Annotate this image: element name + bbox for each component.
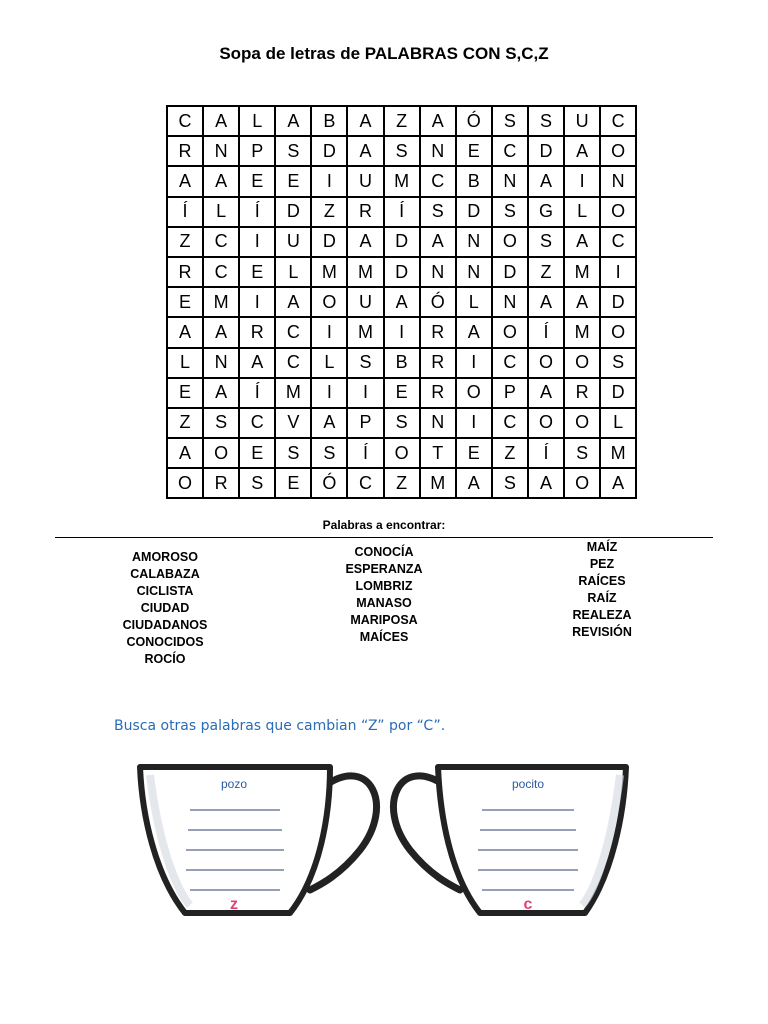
grid-cell: Ó: [420, 287, 456, 317]
grid-cell: A: [203, 378, 239, 408]
grid-cell: R: [239, 317, 275, 347]
grid-cell: N: [492, 166, 528, 196]
word-search-grid: [166, 105, 637, 499]
grid-cell: D: [456, 197, 492, 227]
grid-cell: I: [456, 408, 492, 438]
word-item: CIUDAD: [140, 601, 190, 615]
grid-cell: O: [167, 468, 203, 498]
grid-cell: Ó: [311, 468, 347, 498]
grid-cell: C: [420, 166, 456, 196]
grid-cell: S: [347, 348, 383, 378]
grid-cell: N: [456, 227, 492, 257]
word-item: CONOCIDOS: [126, 635, 204, 649]
word-item: RAÍCES: [578, 574, 626, 588]
grid-cell: O: [203, 438, 239, 468]
grid-cell: A: [347, 106, 383, 136]
grid-cell: D: [492, 257, 528, 287]
grid-cell: M: [203, 287, 239, 317]
grid-cell: M: [564, 317, 600, 347]
grid-cell: E: [275, 166, 311, 196]
grid-row: [167, 136, 636, 166]
grid-row: [167, 317, 636, 347]
grid-cell: D: [311, 227, 347, 257]
grid-cell: A: [167, 166, 203, 196]
grid-cell: S: [600, 348, 636, 378]
grid-cell: U: [347, 287, 383, 317]
grid-cell: S: [528, 227, 564, 257]
grid-cell: Ó: [456, 106, 492, 136]
grid-cell: C: [167, 106, 203, 136]
grid-cell: A: [528, 468, 564, 498]
grid-cell: R: [203, 468, 239, 498]
grid-cell: E: [456, 136, 492, 166]
grid-cell: R: [347, 197, 383, 227]
grid-cell: S: [564, 438, 600, 468]
grid-cell: S: [239, 468, 275, 498]
grid-cell: C: [239, 408, 275, 438]
grid-cell: C: [600, 106, 636, 136]
grid-cell: N: [420, 408, 456, 438]
grid-cell: R: [167, 257, 203, 287]
grid-cell: I: [311, 166, 347, 196]
grid-cell: O: [492, 317, 528, 347]
grid-cell: A: [167, 438, 203, 468]
grid-cell: N: [456, 257, 492, 287]
grid-cell: D: [384, 257, 420, 287]
word-item: AMOROSO: [132, 550, 198, 564]
grid-cell: S: [203, 408, 239, 438]
page-title: Sopa de letras de PALABRAS CON S,C,Z: [219, 44, 549, 63]
word-item: CICLISTA: [136, 584, 194, 598]
word-item: CONOCÍA: [354, 545, 414, 559]
grid-cell: M: [600, 438, 636, 468]
word-item: MAÍZ: [586, 540, 618, 554]
grid-cell: L: [600, 408, 636, 438]
grid-cell: D: [384, 227, 420, 257]
grid-cell: Í: [384, 197, 420, 227]
grid-cell: Z: [384, 106, 420, 136]
grid-cell: O: [600, 136, 636, 166]
grid-cell: I: [600, 257, 636, 287]
cup-left-label: pozo: [220, 777, 248, 791]
cup-right-letter: c: [523, 896, 533, 913]
cup-left-letter: z: [230, 896, 238, 913]
grid-cell: I: [456, 348, 492, 378]
grid-cell: P: [492, 378, 528, 408]
grid-cell: M: [347, 317, 383, 347]
grid-cell: L: [203, 197, 239, 227]
grid-cell: A: [167, 317, 203, 347]
word-item: CIUDADANOS: [122, 618, 208, 632]
grid-cell: E: [239, 257, 275, 287]
grid-cell: D: [600, 378, 636, 408]
grid-cell: E: [167, 287, 203, 317]
word-list-column-3: [502, 539, 702, 641]
grid-cell: A: [203, 106, 239, 136]
grid-row: [167, 227, 636, 257]
grid-cell: A: [347, 227, 383, 257]
grid-cell: Z: [311, 197, 347, 227]
grid-row: [167, 166, 636, 196]
cup-right-label: pocito: [511, 777, 545, 791]
grid-row: [167, 106, 636, 136]
grid-cell: S: [420, 197, 456, 227]
grid-row: [167, 257, 636, 287]
grid-cell: I: [239, 227, 275, 257]
grid-cell: L: [311, 348, 347, 378]
grid-cell: A: [564, 227, 600, 257]
grid-cell: I: [564, 166, 600, 196]
grid-cell: Í: [347, 438, 383, 468]
grid-cell: N: [420, 136, 456, 166]
grid-cell: L: [456, 287, 492, 317]
grid-cell: B: [311, 106, 347, 136]
grid-cell: A: [275, 287, 311, 317]
grid-cell: A: [420, 227, 456, 257]
grid-cell: Z: [167, 227, 203, 257]
grid-cell: M: [564, 257, 600, 287]
grid-cell: Z: [492, 438, 528, 468]
grid-cell: O: [600, 197, 636, 227]
grid-cell: S: [492, 468, 528, 498]
grid-cell: U: [564, 106, 600, 136]
words-heading: Palabras a encontrar:: [322, 518, 446, 532]
grid-cell: S: [384, 408, 420, 438]
grid-cell: O: [456, 378, 492, 408]
grid-cell: S: [528, 106, 564, 136]
word-list-column-1: [65, 549, 265, 668]
grid-cell: D: [600, 287, 636, 317]
grid-cell: A: [347, 136, 383, 166]
grid-cell: R: [167, 136, 203, 166]
word-item: ESPERANZA: [345, 562, 423, 576]
grid-row: [167, 468, 636, 498]
grid-cell: N: [203, 348, 239, 378]
grid-cell: A: [203, 166, 239, 196]
grid-row: [167, 348, 636, 378]
grid-cell: C: [275, 348, 311, 378]
grid-cell: A: [203, 317, 239, 347]
grid-cell: O: [528, 408, 564, 438]
grid-cell: G: [528, 197, 564, 227]
grid-cell: E: [456, 438, 492, 468]
grid-cell: A: [456, 468, 492, 498]
grid-cell: E: [239, 166, 275, 196]
grid-cell: M: [347, 257, 383, 287]
word-item: RAÍZ: [587, 591, 617, 605]
grid-cell: S: [275, 136, 311, 166]
grid-cell: A: [384, 287, 420, 317]
grid-cell: R: [420, 348, 456, 378]
grid-cell: A: [239, 348, 275, 378]
grid-cell: E: [275, 468, 311, 498]
grid-row: [167, 197, 636, 227]
grid-cell: A: [528, 166, 564, 196]
grid-cell: D: [311, 136, 347, 166]
grid-cell: Í: [528, 317, 564, 347]
divider-line: [55, 537, 713, 538]
grid-cell: S: [311, 438, 347, 468]
grid-cell: A: [528, 287, 564, 317]
grid-cell: O: [492, 227, 528, 257]
grid-row: [167, 378, 636, 408]
grid-cell: A: [456, 317, 492, 347]
grid-cell: C: [600, 227, 636, 257]
grid-row: [167, 438, 636, 468]
grid-cell: N: [420, 257, 456, 287]
word-item: PEZ: [589, 557, 615, 571]
grid-cell: P: [239, 136, 275, 166]
grid-row: [167, 287, 636, 317]
grid-cell: R: [420, 378, 456, 408]
grid-cell: B: [384, 348, 420, 378]
grid-cell: A: [311, 408, 347, 438]
grid-cell: C: [203, 227, 239, 257]
grid-cell: N: [492, 287, 528, 317]
grid-cell: I: [347, 378, 383, 408]
grid-cell: C: [492, 136, 528, 166]
grid-cell: U: [275, 227, 311, 257]
grid-cell: D: [528, 136, 564, 166]
grid-cell: O: [564, 468, 600, 498]
grid-cell: I: [384, 317, 420, 347]
grid-cell: E: [384, 378, 420, 408]
grid-cell: R: [564, 378, 600, 408]
grid-cell: Í: [167, 197, 203, 227]
grid-cell: I: [311, 378, 347, 408]
grid-cell: S: [492, 106, 528, 136]
instruction-text: Busca otras palabras que cambian “Z” por “C”.: [114, 718, 446, 734]
grid-cell: N: [600, 166, 636, 196]
grid-cell: Z: [167, 408, 203, 438]
grid-cell: A: [564, 136, 600, 166]
cup-left: [140, 767, 377, 913]
grid-cell: S: [275, 438, 311, 468]
grid-cell: O: [600, 317, 636, 347]
word-item: CALABAZA: [130, 567, 200, 581]
word-item: REALEZA: [572, 608, 632, 622]
grid-cell: Í: [239, 197, 275, 227]
grid-cell: C: [492, 408, 528, 438]
grid-cell: Í: [239, 378, 275, 408]
grid-cell: I: [311, 317, 347, 347]
grid-cell: R: [420, 317, 456, 347]
grid-cell: O: [564, 348, 600, 378]
grid-cell: I: [239, 287, 275, 317]
grid-cell: L: [564, 197, 600, 227]
grid-cell: E: [239, 438, 275, 468]
grid-cell: A: [564, 287, 600, 317]
grid-cell: A: [600, 468, 636, 498]
grid-cell: Z: [528, 257, 564, 287]
grid-cell: A: [528, 378, 564, 408]
grid-cell: M: [311, 257, 347, 287]
grid-cell: C: [347, 468, 383, 498]
grid-cell: C: [492, 348, 528, 378]
word-list-column-2: [284, 544, 484, 646]
word-item: MANASO: [356, 596, 412, 610]
grid-cell: N: [203, 136, 239, 166]
grid-cell: E: [167, 378, 203, 408]
grid-cell: C: [203, 257, 239, 287]
grid-cell: L: [239, 106, 275, 136]
grid-cell: O: [528, 348, 564, 378]
grid-cell: A: [275, 106, 311, 136]
grid-cell: Í: [528, 438, 564, 468]
grid-cell: L: [275, 257, 311, 287]
grid-cell: P: [347, 408, 383, 438]
cups-illustration: [130, 755, 630, 935]
grid-cell: C: [275, 317, 311, 347]
grid-cell: M: [384, 166, 420, 196]
word-item: REVISIÓN: [572, 625, 632, 639]
grid-cell: M: [275, 378, 311, 408]
grid-cell: T: [420, 438, 456, 468]
grid-cell: L: [167, 348, 203, 378]
grid-cell: Z: [384, 468, 420, 498]
grid-cell: B: [456, 166, 492, 196]
grid-cell: V: [275, 408, 311, 438]
cup-right: [393, 767, 626, 913]
word-item: MARIPOSA: [350, 613, 418, 627]
grid-cell: O: [384, 438, 420, 468]
word-item: ROCÍO: [144, 652, 186, 666]
grid-cell: O: [564, 408, 600, 438]
word-item: MAÍCES: [359, 630, 409, 644]
grid-cell: M: [420, 468, 456, 498]
grid-cell: D: [275, 197, 311, 227]
grid-cell: A: [420, 106, 456, 136]
word-item: LOMBRIZ: [355, 579, 413, 593]
grid-cell: O: [311, 287, 347, 317]
grid-cell: U: [347, 166, 383, 196]
grid-cell: S: [384, 136, 420, 166]
grid-row: [167, 408, 636, 438]
grid-cell: S: [492, 197, 528, 227]
